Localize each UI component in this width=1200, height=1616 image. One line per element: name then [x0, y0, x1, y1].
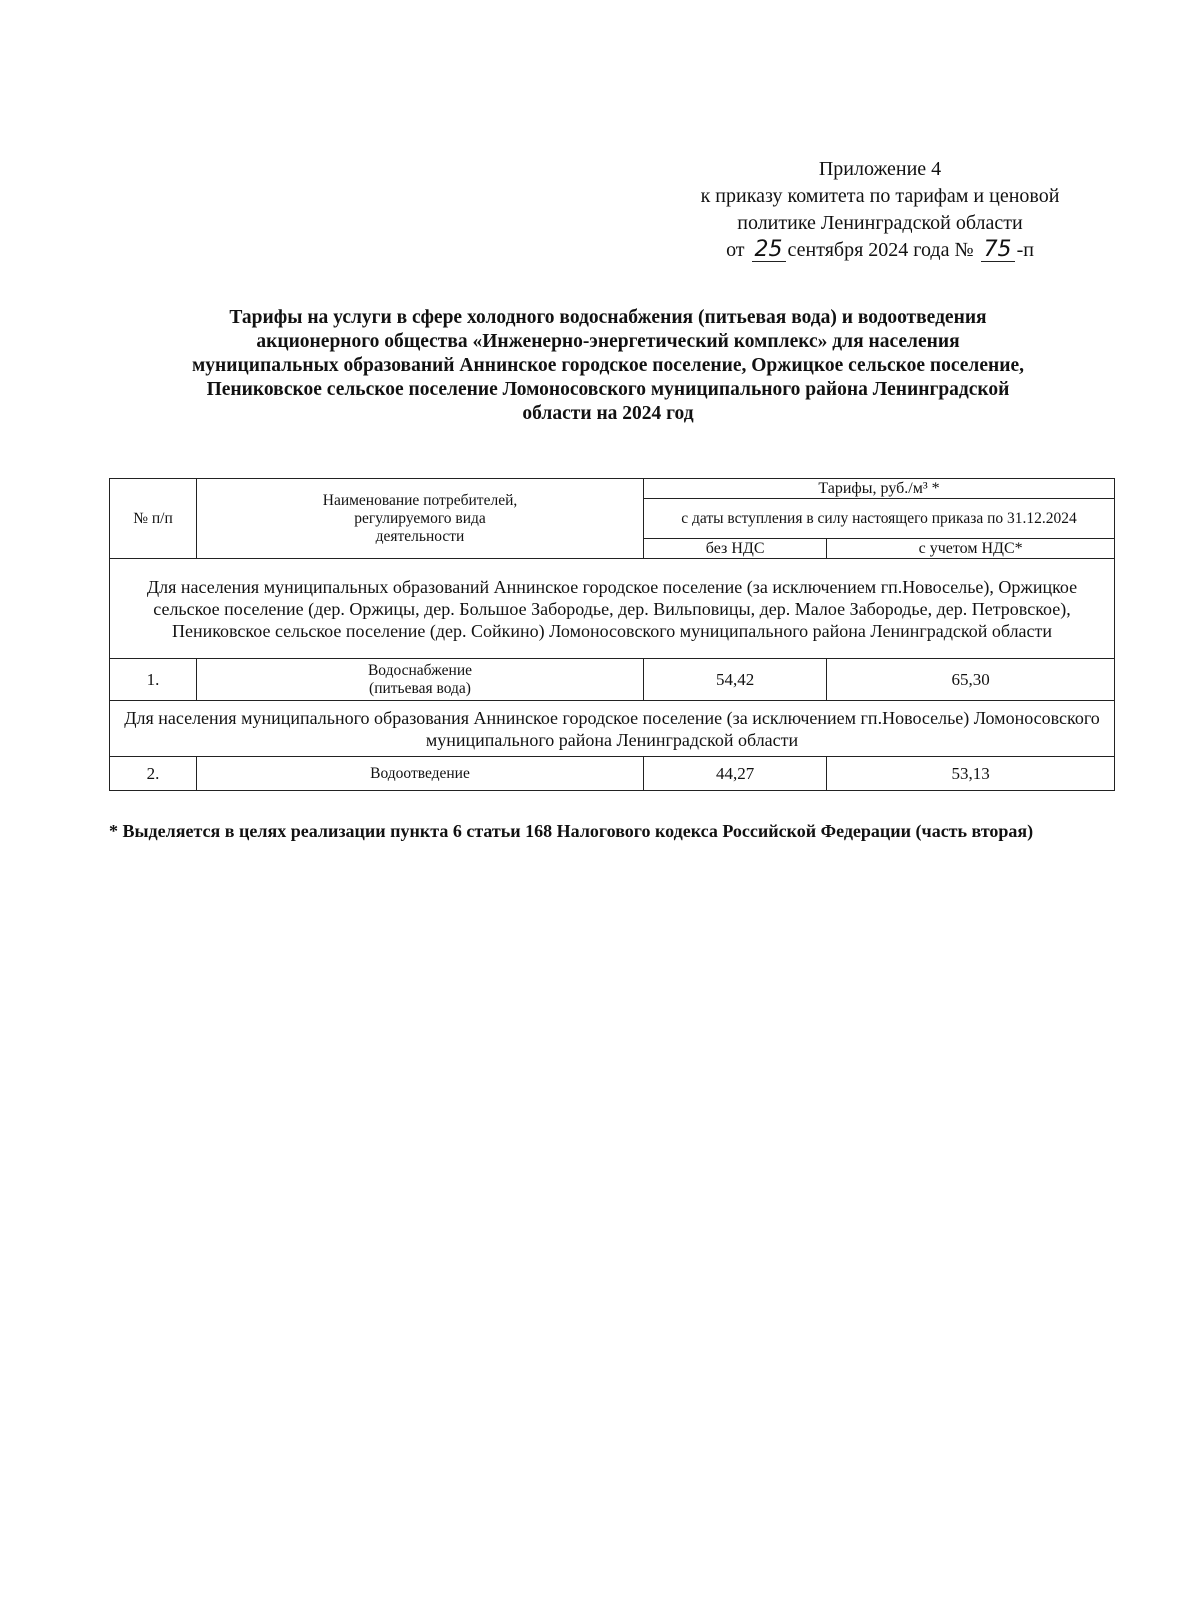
header-consumer-name	[197, 479, 644, 559]
header-num: № п/п	[110, 479, 197, 559]
table-row	[110, 659, 1115, 701]
row-1-without-vat: 54,42	[644, 659, 827, 701]
header-period: с даты вступления в силу настоящего приказа по 31.12.2024	[644, 499, 1115, 539]
footnote: * Выделяется в целях реализации пункта 6 статьи 168 Налогового кодекса Российской Федерации (часть вторая)	[109, 821, 1034, 841]
row-1-with-vat: 65,30	[827, 659, 1115, 701]
annex-date-line	[640, 237, 1120, 264]
row-2-with-vat: 53,13	[827, 757, 1115, 791]
group-2-description: Для населения муниципального образования Аннинское городское поселение (за исключением гп.Новоселье) Ломоносовского муниципального района Ленинградской области	[110, 701, 1115, 757]
group-1-description: Для населения муниципальных образований Аннинское городское поселение (за исключением гп.Новоселье), Оржицкое сельское поселение (дер. Оржицы, дер. Большое Забородье, дер. Вильповицы, дер. Малое Забородье, дер. Петровское), Пениковское сельское поселение (дер. Сойкино) Ломоносовского муниципального района Ленинградской области	[110, 559, 1115, 659]
header-name-line-1: Наименование потребителей,	[322, 491, 518, 509]
title-line-1: Тарифы на услуги в сфере холодного водоснабжения (питьевая вода) и водоотведения	[229, 307, 987, 328]
title-line-4: Пениковское сельское поселение Ломоносовского муниципального района Ленинградской	[206, 379, 1010, 400]
header-without-vat: без НДС	[644, 539, 827, 559]
header-tariffs-label: Тарифы, руб./м³ *	[644, 479, 1115, 499]
table-row	[110, 757, 1115, 791]
annex-committee: политике Ленинградской области	[737, 212, 1023, 234]
date-prefix: от	[726, 239, 745, 261]
title-line-5: области на 2024 год	[522, 403, 694, 424]
row-1-num: 1.	[110, 659, 197, 701]
date-middle: сентября 2024 года №	[787, 239, 974, 261]
header-name-line-2: регулируемого вида	[354, 509, 486, 527]
row-1-name-line-2: (питьевая вода)	[369, 679, 471, 697]
annex-order-ref: к приказу комитета по тарифам и ценовой	[700, 185, 1060, 207]
number-suffix: -п	[1016, 239, 1034, 261]
document-title	[108, 306, 1108, 426]
row-1-name-line-1: Водоснабжение	[367, 661, 473, 679]
handwritten-number: 75	[981, 239, 1015, 262]
row-2-num: 2.	[110, 757, 197, 791]
header-with-vat: с учетом НДС*	[827, 539, 1115, 559]
tariffs-table	[109, 478, 1115, 791]
annex-title: Приложение 4	[818, 158, 942, 180]
header-name-line-3: деятельности	[375, 527, 465, 545]
annex-header	[640, 156, 1120, 264]
title-line-3: муниципальных образований Аннинское городское поселение, Оржицкое сельское поселение,	[191, 355, 1024, 376]
handwritten-day: 25	[752, 239, 786, 262]
row-1-name	[197, 659, 644, 701]
row-2-without-vat: 44,27	[644, 757, 827, 791]
row-2-name: Водоотведение	[197, 757, 644, 791]
title-line-2: акционерного общества «Инженерно-энергетический комплекс» для населения	[256, 331, 960, 352]
